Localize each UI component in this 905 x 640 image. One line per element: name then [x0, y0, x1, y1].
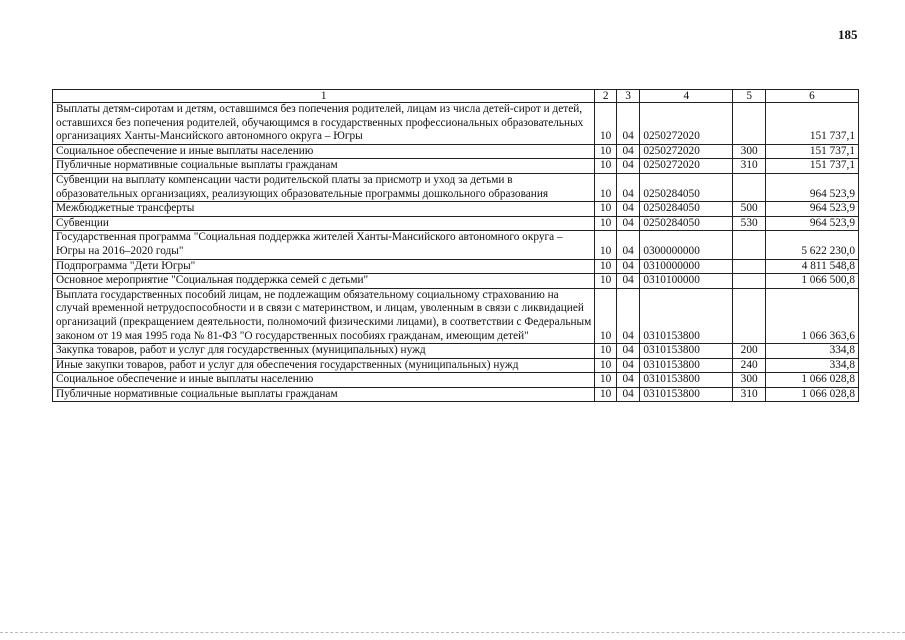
- table-row: [53, 344, 859, 359]
- cell-csr: 0310153800: [640, 288, 733, 343]
- table-row: [53, 231, 859, 259]
- cell-vr: [733, 259, 766, 274]
- cell-pr: 04: [616, 216, 639, 231]
- cell-csr: 0310000000: [640, 259, 733, 274]
- cell-pr: 04: [616, 231, 639, 259]
- cell-rz: 10: [595, 358, 616, 373]
- cell-sum: 1 066 500,8: [766, 274, 859, 289]
- table-row: [53, 216, 859, 231]
- cell-name: Субвенции: [53, 216, 595, 231]
- budget-table: [52, 89, 859, 402]
- header-cell-csr: 4: [640, 90, 733, 103]
- cell-name: Основное мероприятие "Социальная поддержка семей с детьми": [53, 274, 595, 289]
- cell-csr: 0310153800: [640, 373, 733, 388]
- cell-sum: 1 066 363,6: [766, 288, 859, 343]
- page-number: 185: [838, 27, 858, 42]
- table-row: [53, 373, 859, 388]
- header-row: [53, 90, 859, 103]
- cell-vr: 310: [733, 387, 766, 402]
- cell-sum: 334,8: [766, 358, 859, 373]
- cell-sum: 5 622 230,0: [766, 231, 859, 259]
- header-cell-name: 1: [53, 90, 595, 103]
- cell-vr: 300: [733, 373, 766, 388]
- cell-pr: 04: [616, 173, 639, 201]
- cell-csr: 0310100000: [640, 274, 733, 289]
- cell-csr: 0250284050: [640, 202, 733, 217]
- cell-rz: 10: [595, 344, 616, 359]
- cell-vr: 310: [733, 159, 766, 174]
- cell-pr: 04: [616, 144, 639, 159]
- cell-rz: 10: [595, 216, 616, 231]
- cell-rz: 10: [595, 387, 616, 402]
- cell-rz: 10: [595, 202, 616, 217]
- cell-rz: 10: [595, 144, 616, 159]
- table-body: [53, 103, 859, 402]
- cell-csr: 0250272020: [640, 144, 733, 159]
- cell-csr: 0250284050: [640, 173, 733, 201]
- cell-csr: 0250284050: [640, 216, 733, 231]
- cell-sum: 151 737,1: [766, 144, 859, 159]
- cell-name: Публичные нормативные социальные выплаты гражданам: [53, 387, 595, 402]
- scan-edge-mark: [0, 632, 905, 634]
- cell-sum: 151 737,1: [766, 103, 859, 145]
- cell-vr: 240: [733, 358, 766, 373]
- cell-rz: 10: [595, 259, 616, 274]
- cell-vr: [733, 173, 766, 201]
- table-row: [53, 274, 859, 289]
- cell-sum: 964 523,9: [766, 202, 859, 217]
- cell-sum: 334,8: [766, 344, 859, 359]
- cell-name: Закупка товаров, работ и услуг для государственных (муниципальных) нужд: [53, 344, 595, 359]
- cell-rz: 10: [595, 373, 616, 388]
- table-row: [53, 103, 859, 145]
- cell-name: Выплаты детям-сиротам и детям, оставшимся без попечения родителей, лицам из числа детей-сирот и детей, оставшихся без попечения родителей, обучающимся в государственных профессиональных образовательных организациях Ханты-Мансийского автономного округа – Югры: [53, 103, 595, 145]
- cell-vr: [733, 274, 766, 289]
- table-row: [53, 173, 859, 201]
- cell-sum: 1 066 028,8: [766, 387, 859, 402]
- cell-pr: 04: [616, 358, 639, 373]
- header-cell-sum: 6: [766, 90, 859, 103]
- table-row: [53, 259, 859, 274]
- cell-csr: 0310153800: [640, 344, 733, 359]
- cell-csr: 0250272020: [640, 159, 733, 174]
- cell-rz: 10: [595, 274, 616, 289]
- table-row: [53, 387, 859, 402]
- cell-csr: 0310153800: [640, 387, 733, 402]
- cell-pr: 04: [616, 259, 639, 274]
- cell-vr: [733, 231, 766, 259]
- cell-pr: 04: [616, 387, 639, 402]
- cell-csr: 0250272020: [640, 103, 733, 145]
- table-row: [53, 358, 859, 373]
- cell-vr: 300: [733, 144, 766, 159]
- cell-sum: 1 066 028,8: [766, 373, 859, 388]
- cell-vr: 200: [733, 344, 766, 359]
- cell-name: Публичные нормативные социальные выплаты гражданам: [53, 159, 595, 174]
- table-row: [53, 288, 859, 343]
- cell-rz: 10: [595, 103, 616, 145]
- cell-rz: 10: [595, 159, 616, 174]
- cell-rz: 10: [595, 173, 616, 201]
- cell-csr: 0310153800: [640, 358, 733, 373]
- cell-vr: [733, 288, 766, 343]
- cell-name: Подпрограмма "Дети Югры": [53, 259, 595, 274]
- cell-sum: 4 811 548,8: [766, 259, 859, 274]
- cell-rz: 10: [595, 231, 616, 259]
- cell-pr: 04: [616, 344, 639, 359]
- cell-name: Субвенции на выплату компенсации части родительской платы за присмотр и уход за детьми в образовательных организациях, реализующих образовательные программы дошкольного образования: [53, 173, 595, 201]
- cell-sum: 151 737,1: [766, 159, 859, 174]
- header-cell-pr: 3: [616, 90, 639, 103]
- cell-vr: [733, 103, 766, 145]
- cell-pr: 04: [616, 159, 639, 174]
- cell-vr: 530: [733, 216, 766, 231]
- table-row: [53, 144, 859, 159]
- cell-rz: 10: [595, 288, 616, 343]
- cell-pr: 04: [616, 274, 639, 289]
- cell-sum: 964 523,9: [766, 173, 859, 201]
- cell-sum: 964 523,9: [766, 216, 859, 231]
- header-cell-rz: 2: [595, 90, 616, 103]
- cell-name: Выплата государственных пособий лицам, не подлежащим обязательному социальному страхованию на случай временной нетрудоспособности и в связи с материнством, и лицам, уволенным в связи с ликвидацией организаций (прекращением деятельности, полномочий физическими лицами), в соответствии с Федеральным законом от 19 мая 1995 года № 81-ФЗ "О государственных пособиях гражданам, имеющим детей": [53, 288, 595, 343]
- table-row: [53, 159, 859, 174]
- cell-pr: 04: [616, 103, 639, 145]
- cell-pr: 04: [616, 202, 639, 217]
- cell-name: Межбюджетные трансферты: [53, 202, 595, 217]
- table-row: [53, 202, 859, 217]
- cell-name: Государственная программа "Социальная поддержка жителей Ханты-Мансийского автономного округа – Югры на 2016–2020 годы": [53, 231, 595, 259]
- cell-name: Социальное обеспечение и иные выплаты населению: [53, 373, 595, 388]
- cell-name: Социальное обеспечение и иные выплаты населению: [53, 144, 595, 159]
- cell-pr: 04: [616, 373, 639, 388]
- cell-pr: 04: [616, 288, 639, 343]
- cell-csr: 0300000000: [640, 231, 733, 259]
- header-cell-vr: 5: [733, 90, 766, 103]
- cell-name: Иные закупки товаров, работ и услуг для обеспечения государственных (муниципальных) нужд: [53, 358, 595, 373]
- cell-vr: 500: [733, 202, 766, 217]
